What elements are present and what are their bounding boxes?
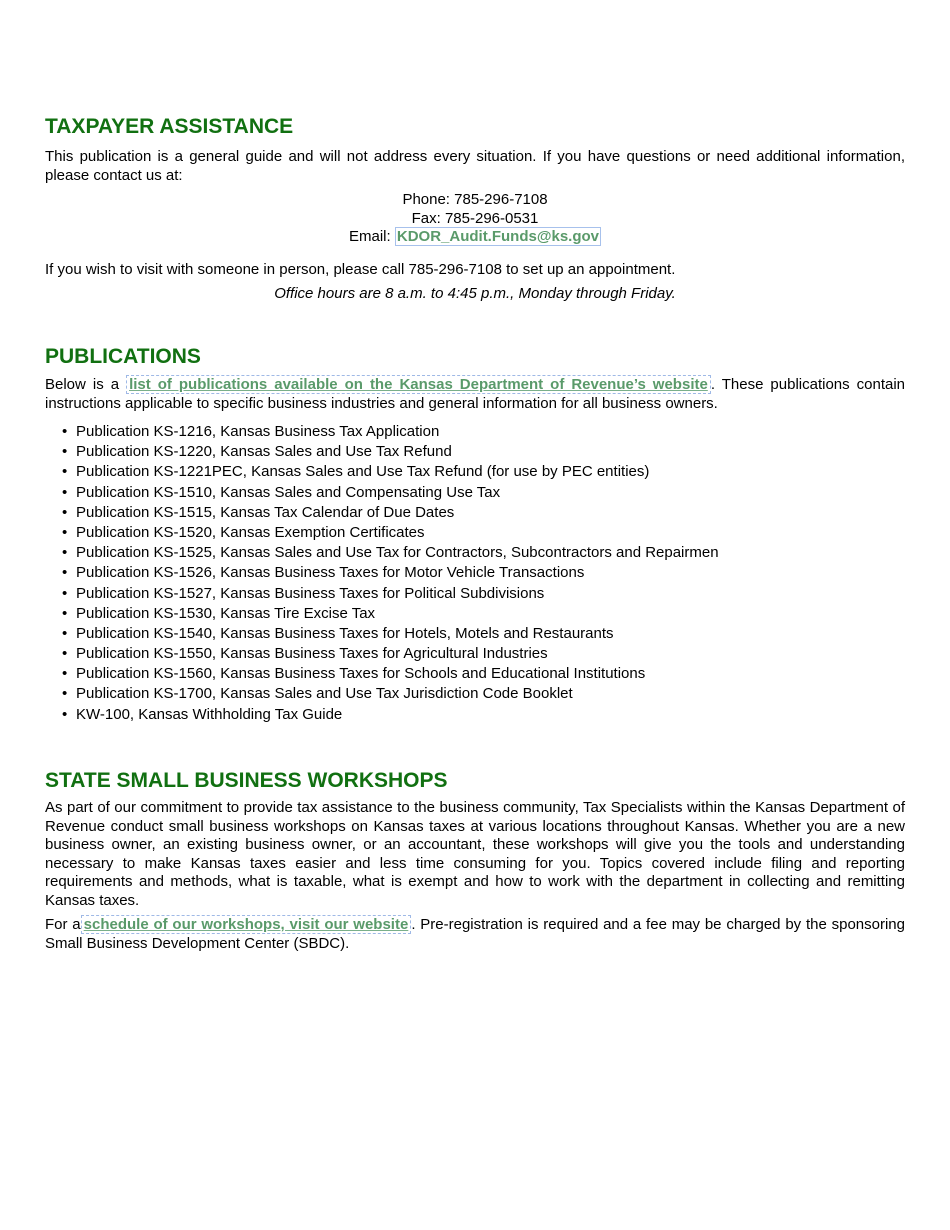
bullet-11: • — [62, 645, 68, 663]
list-item — [45, 644, 905, 664]
list-item — [45, 462, 905, 482]
bullet-12: • — [62, 665, 68, 683]
list-item — [45, 543, 905, 563]
contact-block — [45, 191, 905, 247]
bullet-3: • — [62, 483, 68, 501]
publication-item-text: Publication KS-1527, Kansas Business Taxes for Political Subdivisions — [76, 584, 545, 602]
workshops-schedule-link[interactable]: schedule of our workshops, visit our website — [81, 915, 412, 934]
publication-item-text: Publication KS-1525, Kansas Sales and Use Tax for Contractors, Subcontractors and Repairmen — [76, 544, 719, 562]
bullet-8: • — [62, 584, 68, 602]
list-item — [45, 422, 905, 442]
publication-item-text: KW-100, Kansas Withholding Tax Guide — [76, 705, 343, 723]
list-item — [45, 563, 905, 583]
email-link[interactable]: KDOR_Audit.Funds@ks.gov — [396, 228, 599, 245]
publications-list-link[interactable]: list of publications available on the Kansas Department of Revenue’s website — [126, 375, 711, 394]
bullet-10: • — [62, 624, 68, 642]
publications-list — [45, 422, 905, 725]
list-item — [45, 483, 905, 503]
publication-item-text: Publication KS-1540, Kansas Business Taxes for Hotels, Motels and Restaurants — [76, 624, 614, 642]
list-item — [45, 523, 905, 543]
bullet-0: • — [62, 423, 68, 440]
workshops-schedule-text — [45, 916, 905, 953]
workshops-schedule-before: For a — [45, 916, 81, 933]
publication-item-text: Publication KS-1560, Kansas Business Taxes for Schools and Educational Institutions — [76, 665, 646, 683]
workshops-section — [45, 768, 905, 953]
bullet-2: • — [62, 463, 68, 481]
publications-intro-text — [45, 376, 905, 413]
publication-item-text: Publication KS-1530, Kansas Tire Excise Tax — [76, 604, 376, 622]
workshops-description: As part of our commitment to provide tax assistance to the business community, Tax Specialists within the Kansas Department of Revenue conduct small business workshops on Kansas taxes at various locations throughout Kansas. Whether you are a new business owner, an existing business owner, or an accountant, these workshops will give you the tools and understanding necessary to make Kansas taxes easier and less time consuming for you. Topics covered include filing and reporting requirements and methods, what is taxable, what is exempt and how to work with the department in collecting and remitting Kansas taxes. — [45, 799, 905, 909]
bullet-1: • — [62, 443, 68, 461]
bullet-9: • — [62, 604, 68, 622]
phone-line: Phone: 785-296-7108 — [402, 191, 548, 208]
workshops-schedule-after: . Pre-registration is required and a fee may be charged by the sponsoring Small Business Development Center (SBDC). — [45, 916, 905, 952]
publication-item-text: Publication KS-1510, Kansas Sales and Compensating Use Tax — [76, 483, 501, 501]
bullet-7: • — [62, 564, 68, 582]
list-item — [45, 604, 905, 624]
publications-heading: PUBLICATIONS — [45, 345, 201, 368]
fax-line: Fax: 785-296-0531 — [411, 209, 539, 227]
bullet-13: • — [62, 685, 68, 703]
publication-item-text: Publication KS-1216, Kansas Business Tax Application — [76, 423, 440, 440]
publication-item-text: Publication KS-1526, Kansas Business Taxes for Motor Vehicle Transactions — [76, 564, 585, 582]
list-item — [45, 664, 905, 684]
list-item — [45, 503, 905, 523]
list-item — [45, 705, 905, 725]
publications-intro-after: . These publications contain instructions applicable to specific business industries and general information for all business owners. — [45, 376, 906, 412]
publications-intro-before: Below is a — [45, 376, 120, 393]
bullet-6: • — [62, 544, 68, 562]
workshops-heading: STATE SMALL BUSINESS WORKSHOPS — [45, 769, 448, 792]
office-hours-text: Office hours are 8 a.m. to 4:45 p.m., Monday through Friday. — [274, 285, 676, 302]
bullet-4: • — [62, 503, 68, 521]
bullet-5: • — [62, 523, 68, 541]
bullet-14: • — [62, 705, 68, 723]
list-item — [45, 442, 905, 462]
publication-item-text: Publication KS-1520, Kansas Exemption Certificates — [76, 523, 425, 541]
publication-item-text: Publication KS-1515, Kansas Tax Calendar of Due Dates — [76, 503, 455, 521]
visit-text: If you wish to visit with someone in person, please call 785-296-7108 to set up an appointment. — [45, 260, 676, 278]
email-label: Email: — [349, 228, 391, 245]
publication-item-text: Publication KS-1700, Kansas Sales and Use Tax Jurisdiction Code Booklet — [76, 685, 573, 703]
taxpayer-assistance-section — [45, 114, 905, 304]
email-line — [45, 228, 905, 247]
publications-section — [45, 344, 905, 725]
taxpayer-assistance-heading: TAXPAYER ASSISTANCE — [45, 115, 294, 138]
publication-item-text: Publication KS-1550, Kansas Business Taxes for Agricultural Industries — [76, 645, 548, 663]
list-item — [45, 684, 905, 704]
publication-item-text: Publication KS-1220, Kansas Sales and Use Tax Refund — [76, 443, 452, 461]
taxpayer-intro-text: This publication is a general guide and will not address every situation. If you have questions or need additional information, please contact us at: — [45, 148, 905, 184]
list-item — [45, 584, 905, 604]
list-item — [45, 624, 905, 644]
publication-item-text: Publication KS-1221PEC, Kansas Sales and Use Tax Refund (for use by PEC entities) — [76, 463, 650, 481]
